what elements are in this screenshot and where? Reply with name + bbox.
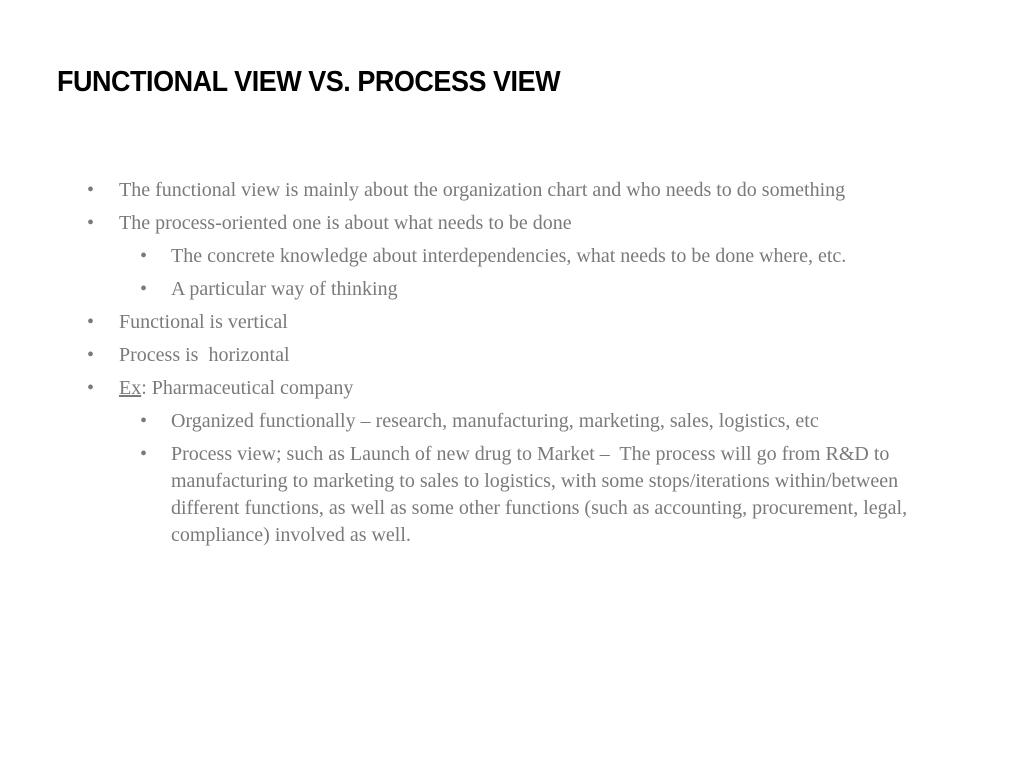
bullet-icon: •: [140, 443, 148, 465]
bullet-item-process-horizontal: [86, 342, 966, 369]
bullet-text: The functional view is mainly about the organization chart and who needs to do something: [119, 179, 846, 201]
sub-bullet-item-process-view: [86, 441, 966, 549]
sub-bullet-item-organized-functionally: [86, 408, 966, 435]
bullet-text: Process view; such as Launch of new drug to Market – The process will go from R&D to manufacturing to marketing to sales to logistics, with some stops/iterations within/between different functions, as well as some other functions (such as accounting, procurement, legal, compliance) involved as well.: [171, 443, 913, 546]
bullet-text: : Pharmaceutical company: [141, 377, 354, 399]
bullet-list: [86, 177, 966, 555]
bullet-text: Organized functionally – research, manufacturing, marketing, sales, logistics, etc: [171, 410, 819, 432]
bullet-icon: •: [140, 278, 148, 300]
bullet-text: The concrete knowledge about interdependencies, what needs to be done where, etc.: [171, 245, 847, 267]
bullet-text: Functional is vertical: [119, 311, 288, 333]
bullet-icon: •: [87, 311, 95, 333]
bullet-icon: •: [140, 245, 148, 267]
bullet-icon: •: [140, 410, 148, 432]
sub-bullet-item-way-of-thinking: [86, 276, 966, 303]
example-label: Ex: [119, 377, 142, 399]
bullet-item-functional-vertical: [86, 309, 966, 336]
bullet-text: A particular way of thinking: [171, 278, 398, 300]
slide-title: FUNCTIONAL VIEW VS. PROCESS VIEW: [57, 66, 561, 98]
bullet-text: Process is horizontal: [119, 344, 290, 366]
bullet-item-example: [86, 375, 966, 402]
bullet-icon: •: [87, 179, 95, 201]
bullet-icon: •: [87, 344, 95, 366]
bullet-text: The process-oriented one is about what needs to be done: [119, 212, 572, 234]
bullet-item-process-oriented: [86, 210, 966, 237]
bullet-item-functional-view: [86, 177, 966, 204]
bullet-icon: •: [87, 212, 95, 234]
sub-bullet-item-concrete-knowledge: [86, 243, 966, 270]
bullet-icon: •: [87, 377, 95, 399]
